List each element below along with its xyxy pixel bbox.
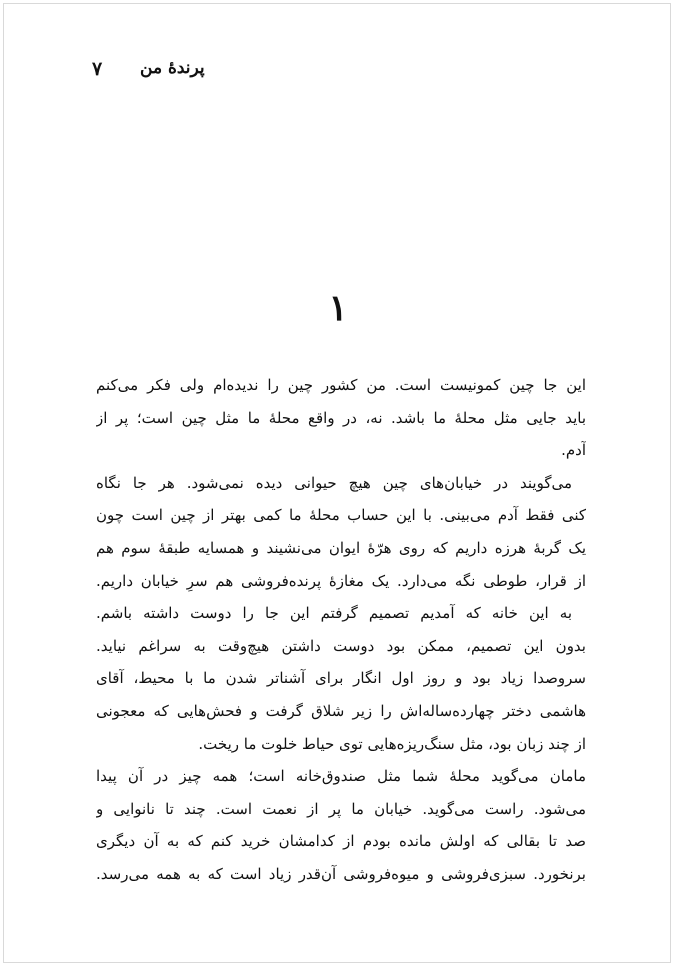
running-header (0, 58, 676, 88)
text-line: مامان می‌گوید محلهٔ شما مثل صندوق‌خانه است؛ همه چیز در آن پیدا (96, 767, 586, 786)
text-line: هاشمی دختر چهارده‌ساله‌اش را زیر شلاق گرفت و فحش‌هایی که معجونی (96, 701, 586, 720)
text-line: کنی فقط آدم می‌بینی. با این حساب محلهٔ ما کمی بهتر از چین است چون (96, 506, 586, 525)
text-line: بدون این تصمیم، ممکن بود دوست داشتن هیچ‌وقت به سراغم نیاید. (96, 636, 586, 655)
text-line: آدم. (561, 441, 586, 460)
text-line: باید جایی مثل محلهٔ ما باشد. نه، در واقع محلهٔ ما مثل چین است؛ پر از (96, 408, 586, 427)
text-line: برنخورد. سبزی‌فروشی و میوه‌فروشی آن‌قدر زیاد است که به همه می‌رسد. (96, 864, 586, 883)
chapter-number: ۱ (328, 287, 348, 329)
text-line: از قرار، طوطی نگه می‌دارد. یک مغازهٔ پرنده‌فروشی هم سرِ خیابان داریم. (96, 571, 586, 590)
book-title: پرندهٔ من (140, 58, 205, 78)
text-line: به این خانه که آمدیم تصمیم گرفتم این جا را دوست داشته باشم. (96, 604, 572, 623)
text-line: یک گربهٔ هرزه داریم که روی هرّهٔ ایوان می‌نشیند و همسایه طبقهٔ سوم هم (96, 538, 586, 557)
text-line: صد تا بقالی که اولش مانده بودم از کدامشان خرید کنم که به آن دیگری (96, 832, 586, 851)
text-line: می‌گویند در خیابان‌های چین هیچ حیوانی دیده نمی‌شود. هر جا نگاه (96, 473, 572, 492)
text-line: از چند زبان بود، مثل سنگ‌ریزه‌هایی توی حیاط خلوت ما ریخت. (198, 734, 586, 753)
page-number: ۷ (92, 58, 103, 80)
text-line: می‌شود. راست می‌گوید. خیابان ما پر از نعمت است. چند تا نانوایی و (96, 799, 586, 818)
body-text (96, 369, 586, 891)
text-line: این جا چین کمونیست است. من کشور چین را ندیده‌ام ولی فکر می‌کنم (96, 376, 586, 394)
text-line: سروصدا زیاد بود و روز اول انگار برای آشناتر شدن ما با محیط، آقای (96, 669, 586, 688)
